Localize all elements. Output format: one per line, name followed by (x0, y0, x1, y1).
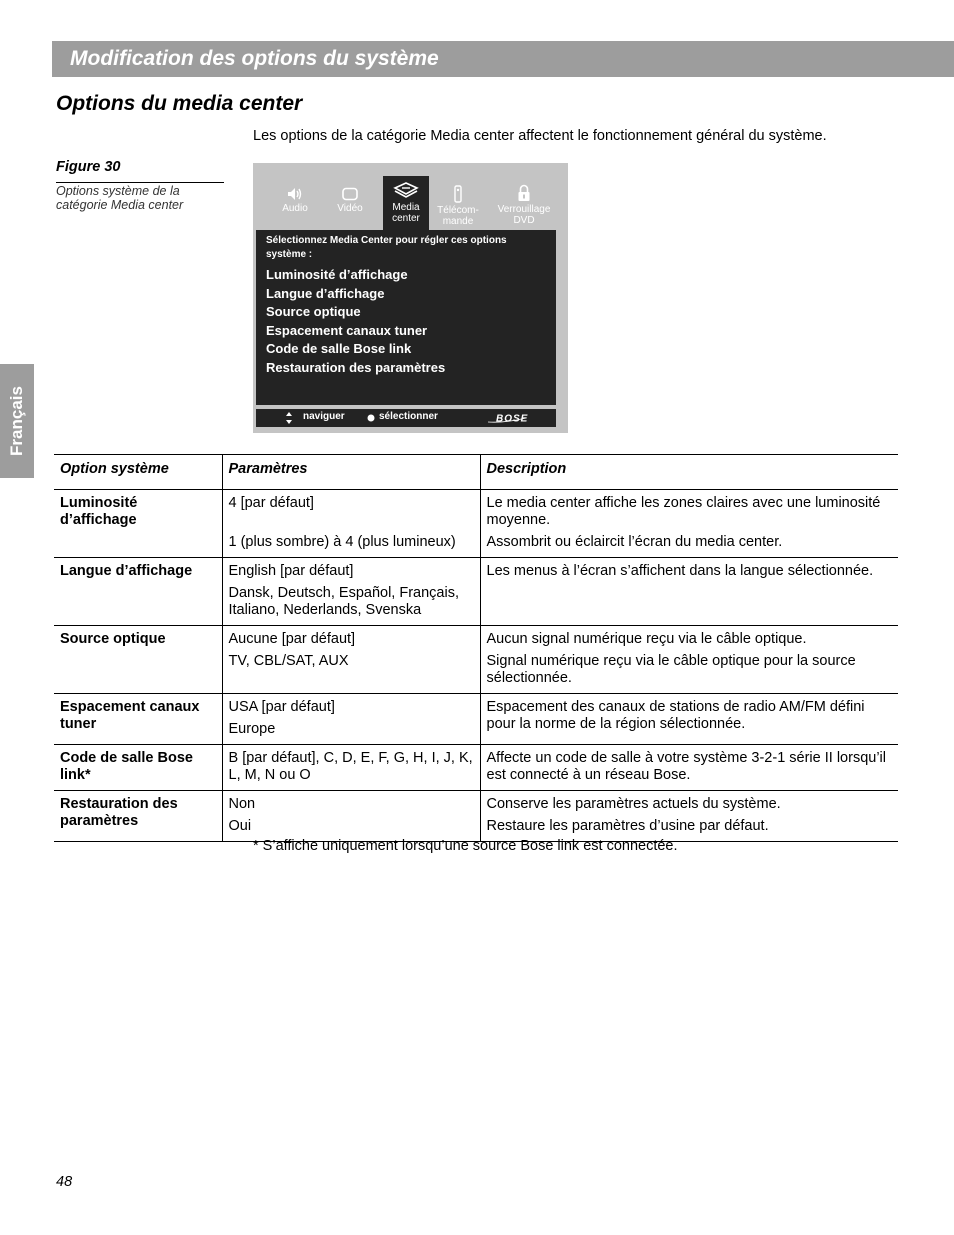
table-row (54, 791, 898, 842)
description-text: Les menus à l’écran s’affichent dans la langue sélectionnée. (486, 563, 874, 579)
parameters-cell (222, 791, 480, 842)
option-cell: Langue d’affichage (54, 558, 222, 626)
hint-navigate: naviguer (303, 411, 345, 422)
menu-prompt: Sélectionnez Media Center pour régler ces options système : (266, 235, 507, 260)
menu-options-list (266, 266, 445, 378)
bose-logo (486, 412, 548, 424)
parameters-cell (222, 558, 480, 626)
menu-item[interactable]: Luminosité d’affichage (266, 267, 408, 282)
option-cell: Luminosité d’affichage (54, 490, 222, 558)
menu-item[interactable]: Espacement canaux tuner (266, 322, 428, 338)
parameter-value: Oui (228, 818, 252, 834)
description-cell (480, 490, 898, 558)
figure-caption: Options système de la catégorie Media center (56, 184, 184, 212)
description-text: Affecte un code de salle à votre système 3-2-1 série II lorsqu’il est connecté à un réseau Bose. (486, 750, 886, 783)
tv-icon (342, 187, 358, 201)
menu-item[interactable]: Langue d’affichage (266, 285, 385, 301)
description-text: Le media center affiche les zones claires avec une luminosité moyenne. (486, 495, 881, 528)
intro-paragraph: Les options de la catégorie Media center affectent le fonctionnement général du système. (253, 128, 827, 144)
menu-item[interactable]: Code de salle Bose link (266, 341, 412, 357)
speaker-icon (287, 187, 303, 201)
parameter-value: USA [par défaut] (228, 699, 335, 715)
parameter-value: Non (228, 796, 256, 812)
option-cell: Code de salle Bose link* (54, 745, 222, 791)
chapter-banner (52, 41, 954, 77)
description-text: Assombrit ou éclaircit l’écran du media center. (486, 534, 783, 550)
parameter-value: English [par défaut] (228, 563, 354, 579)
brand-text: BOSE (496, 413, 529, 424)
figure-divider (56, 182, 224, 183)
option-cell: Restauration des paramètres (54, 791, 222, 842)
parameter-value: Europe (228, 721, 276, 737)
description-text: Espacement des canaux de stations de radio AM/FM défini pour la norme de la région sélectionnée. (486, 699, 865, 732)
table-footnote: * S’affiche uniquement lorsqu’une source Bose link est connectée. (253, 838, 678, 854)
remote-icon (453, 185, 463, 203)
description-text: Conserve les paramètres actuels du système. (486, 796, 781, 812)
tab-label: Vidéo (337, 203, 363, 214)
side-tab-label: Français (7, 386, 26, 456)
parameters-cell (222, 626, 480, 694)
column-header-option: Option système (54, 455, 222, 490)
tab-remote[interactable] (434, 177, 482, 229)
tab-label: Verrouillage DVD (497, 204, 551, 226)
description-text: Aucun signal numérique reçu via le câble optique. (486, 631, 807, 647)
parameter-value: B [par défaut], C, D, E, F, G, H, I, J, K, L, M, N ou O (228, 750, 473, 783)
navigate-icon (286, 412, 292, 424)
menu-panel (256, 230, 556, 405)
section-title: Options du media center (56, 92, 303, 115)
hint-select: sélectionner (379, 411, 438, 422)
table-row (54, 694, 898, 745)
parameter-value: 1 (plus sombre) à 4 (plus lumineux) (228, 534, 456, 550)
description-cell (480, 694, 898, 745)
parameter-value: Aucune [par défaut] (228, 631, 356, 647)
tab-label: Media center (392, 202, 420, 224)
parameters-cell (222, 745, 480, 791)
system-menu-screen (253, 163, 568, 433)
tab-audio[interactable] (272, 177, 318, 229)
media-center-icon (393, 181, 419, 199)
figure-label: Figure 30 (56, 159, 121, 175)
menu-item[interactable]: Restauration des paramètres (266, 359, 446, 375)
column-header-parameters: Paramètres (222, 455, 480, 490)
description-cell (480, 626, 898, 694)
description-text: Restaure les paramètres d’usine par défaut. (486, 818, 769, 834)
description-cell (480, 558, 898, 626)
column-header-description: Description (480, 455, 898, 490)
tab-label: Audio (282, 203, 308, 214)
description-text: Signal numérique reçu via le câble optique pour la source sélectionnée. (486, 653, 856, 686)
table-row (54, 745, 898, 791)
lock-icon (517, 184, 531, 202)
tab-label: Télécom-mande (437, 205, 479, 227)
parameters-cell (222, 490, 480, 558)
option-cell: Espacement canaux tuner (54, 694, 222, 745)
language-side-tab (0, 364, 34, 478)
tab-dvd-lock[interactable] (489, 177, 559, 229)
banner-title: Modification des options du système (70, 47, 439, 70)
parameter-value: 4 [par défaut] (228, 495, 314, 511)
table-row (54, 558, 898, 626)
menu-item[interactable]: Source optique (266, 304, 361, 320)
option-cell: Source optique (54, 626, 222, 694)
table-header-row (54, 455, 898, 490)
page-number: 48 (56, 1174, 73, 1190)
parameter-value: Dansk, Deutsch, Español, Français, Italiano, Nederlands, Svenska (228, 585, 459, 618)
select-icon (367, 414, 375, 422)
table-row (54, 490, 898, 558)
description-cell (480, 791, 898, 842)
hint-bar (256, 409, 556, 427)
tab-media-center[interactable] (383, 176, 429, 230)
parameters-cell (222, 694, 480, 745)
parameter-value: TV, CBL/SAT, AUX (228, 653, 349, 669)
description-cell (480, 745, 898, 791)
tab-video[interactable] (327, 177, 373, 229)
table-row (54, 626, 898, 694)
system-options-table (54, 454, 898, 842)
